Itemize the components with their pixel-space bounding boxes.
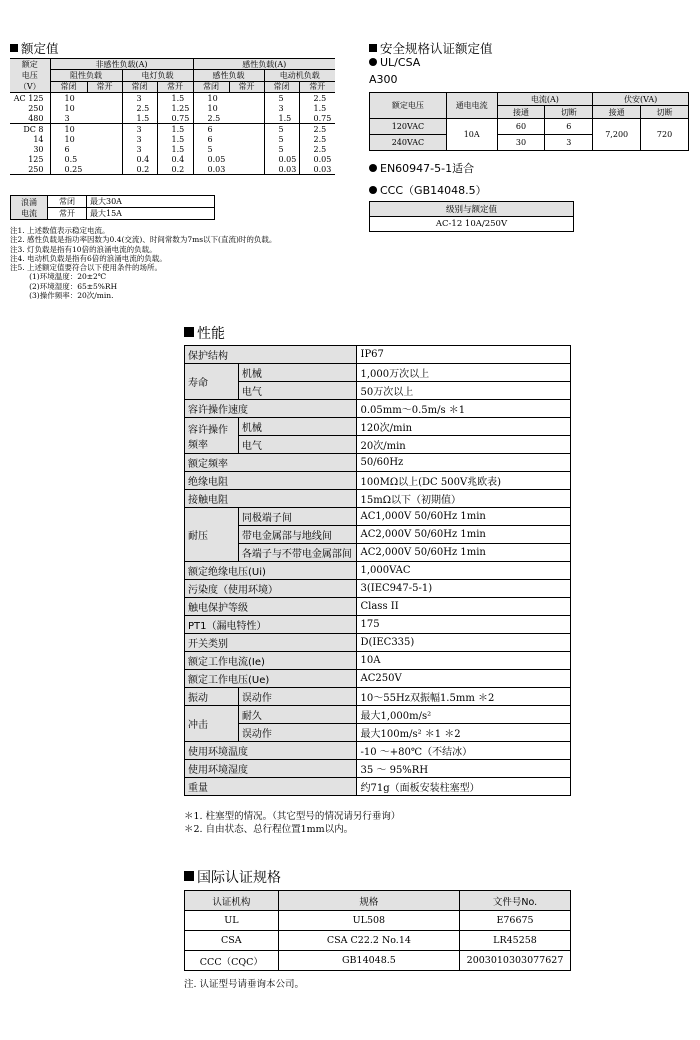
rating-value-cell: 0.05 (299, 154, 335, 164)
rating-value-cell: 10 (50, 134, 122, 144)
table-row (185, 670, 571, 688)
voltage-cell: DC 8 (23, 124, 44, 134)
table-row (185, 508, 571, 526)
voltage-cell: AC 125 (13, 93, 44, 103)
inrush-value: 最大15A (87, 208, 215, 220)
cert-file-cell: 2003010303077627 (460, 951, 571, 971)
inrush-type: 常闭 (48, 196, 87, 208)
note-line: ＊1. 柱塞型的情况。（其它型号的情况请另行垂询） (184, 811, 401, 822)
rating-value-cell: 1.5 (264, 113, 299, 124)
table-row (185, 706, 571, 724)
table-row (10, 103, 335, 113)
ccc-value: AC-12 10A/250V (370, 217, 574, 232)
inrush-value: 最大30A (87, 196, 215, 208)
rating-value-cell: 2.5 (299, 124, 335, 135)
performance-value: 3(IEC947-5-1) (356, 580, 571, 598)
performance-value: 最大1,000m/s² (356, 706, 571, 724)
rating-value-cell: 0.25 (50, 164, 122, 175)
performance-value: Class II (356, 598, 571, 616)
table-row (185, 724, 571, 742)
performance-value: 175 (356, 616, 571, 634)
ccc-heading: CCC（GB14048.5） (369, 182, 487, 198)
rating-value-cell: 2.5 (299, 134, 335, 144)
performance-label: 使用环境湿度 (185, 760, 357, 778)
rating-value-cell: 3 (50, 113, 122, 124)
performance-label: 保护结构 (185, 346, 357, 364)
table-row (10, 113, 335, 124)
circle-bullet-icon (369, 186, 377, 194)
performance-value: 最大100m/s² ＊1 ＊2 (356, 724, 571, 742)
resistive-header: 阻性负载 (50, 70, 122, 81)
performance-value: -10 ～+80℃（不结冰） (356, 742, 571, 760)
table-row (10, 164, 335, 175)
performance-label: 绝缘电阻 (185, 472, 357, 490)
performance-sublabel: 同极端子间 (238, 508, 356, 526)
rating-value-cell: 0.05 (193, 154, 264, 164)
cert-header-body: 认证机构 (185, 891, 279, 911)
table-row (185, 526, 571, 544)
ul-csa-heading: UL/CSA (369, 56, 420, 69)
rating-value-cell: 5 (264, 134, 299, 144)
rating-value-cell: 3 (122, 144, 157, 154)
no-header: 常开 (229, 81, 264, 92)
note-line: 注5. 上述额定值要符合以下使用条件的场所。 (10, 263, 163, 273)
continuous-current-header: 通电电流 (446, 93, 497, 119)
rating-value-cell: 10 (50, 93, 122, 104)
performance-label: 冲击 (185, 706, 239, 742)
square-bullet-icon (369, 44, 377, 52)
performance-value: AC2,000V 50/60Hz 1min (356, 526, 571, 544)
table-row (185, 346, 571, 364)
safety-table (369, 92, 689, 151)
performance-value: D(IEC335) (356, 634, 571, 652)
table-row (185, 742, 571, 760)
rating-value-cell: 1.5 (122, 113, 157, 124)
rating-value-cell: 2.5 (193, 113, 264, 124)
voltage-cell: 125 (28, 154, 44, 164)
table-row (10, 124, 335, 135)
performance-label: 振动 (185, 688, 239, 706)
nc-header: 常闭 (122, 81, 157, 92)
rating-value-cell: 1.5 (157, 134, 193, 144)
performance-sublabel: 电气 (238, 382, 356, 400)
voltage-cell: 480 (28, 113, 44, 123)
performance-label: 寿命 (185, 364, 239, 400)
rating-value-cell: 1.5 (157, 124, 193, 135)
performance-label: 重量 (185, 778, 357, 796)
table-row (185, 472, 571, 490)
rating-value-cell: 10 (193, 93, 264, 104)
note-line: 注3. 灯负载是指有10倍的浪涌电流的负载。 (10, 244, 157, 254)
current-header: 电流(A) (497, 93, 593, 106)
rating-value-cell: 3 (122, 134, 157, 144)
table-row (185, 911, 571, 931)
table-row (185, 652, 571, 670)
circle-bullet-icon (369, 58, 377, 66)
nc-header: 常闭 (50, 81, 87, 92)
cert-standard-cell: UL508 (278, 911, 459, 931)
current-make-cell: 60 (497, 119, 545, 135)
va-make-cell: 7,200 (593, 119, 641, 151)
voltage-cell: 120VAC (370, 119, 447, 135)
rating-value-cell: 3 (122, 93, 157, 104)
performance-label: 耐压 (185, 508, 239, 562)
performance-label: 额定工作电压(Ue) (185, 670, 357, 688)
performance-sublabel: 耐久 (238, 706, 356, 724)
safety-section-title: 安全规格认证额定值 (369, 39, 493, 57)
performance-sublabel: 机械 (238, 418, 356, 436)
rating-value-cell: 6 (50, 144, 122, 154)
rating-value-cell: 0.4 (157, 154, 193, 164)
performance-sublabel: 误动作 (238, 688, 356, 706)
rating-value-cell: 1.5 (299, 103, 335, 113)
current-make-cell: 30 (497, 135, 545, 151)
rating-value-cell: 0.03 (193, 164, 264, 175)
performance-value: 20次/min (356, 436, 571, 454)
cert-file-cell: LR45258 (460, 931, 571, 951)
table-row (185, 562, 571, 580)
performance-value: 120次/min (356, 418, 571, 436)
current-break-cell: 3 (545, 135, 593, 151)
lamp-header: 电灯负载 (122, 70, 193, 81)
inductive-header: 感性负载(A) (193, 59, 335, 70)
performance-value: 1,000VAC (356, 562, 571, 580)
performance-label: 额定绝缘电压(Ui) (185, 562, 357, 580)
performance-label: PT1（漏电特性） (185, 616, 357, 634)
table-row (185, 418, 571, 436)
voltage-cell: 250 (28, 103, 44, 113)
rating-value-cell: 2.5 (122, 103, 157, 113)
cert-body-cell: CCC（CQC） (185, 951, 279, 971)
rating-value-cell: 6 (193, 134, 264, 144)
performance-value: 15mΩ以下（初期值） (356, 490, 571, 508)
performance-value: 约71g（面板安装柱塞型） (356, 778, 571, 796)
nc-header: 常闭 (193, 81, 229, 92)
motor-header: 电动机负载 (264, 70, 335, 81)
rating-value-cell: 0.05 (264, 154, 299, 164)
performance-label: 容许操作频率 (185, 418, 239, 454)
rating-value-cell: 0.2 (157, 164, 193, 175)
table-row (185, 490, 571, 508)
voltage-cell: 250 (28, 164, 44, 174)
performance-label: 污染度（使用环境） (185, 580, 357, 598)
rating-value-cell: 0.75 (157, 113, 193, 124)
cert-file-cell: E76675 (460, 911, 571, 931)
cert-body-cell: UL (185, 911, 279, 931)
table-row (185, 778, 571, 796)
performance-value: IP67 (356, 346, 571, 364)
a300-label: A300 (369, 73, 398, 86)
performance-section-title: 性能 (184, 323, 225, 343)
circle-bullet-icon (369, 164, 377, 172)
table-row (185, 616, 571, 634)
note-line: (2)环境湿度：65±5%RH (10, 281, 118, 291)
note-line: (1)环境温度：20±2℃ (10, 272, 107, 282)
square-bullet-icon (10, 44, 18, 52)
break-header: 切断 (545, 106, 593, 119)
performance-table (184, 345, 571, 796)
performance-value: 10～55Hz双振幅1.5mm ＊2 (356, 688, 571, 706)
rating-value-cell: 2.5 (299, 144, 335, 154)
performance-value: 35 ～ 95%RH (356, 760, 571, 778)
performance-sublabel: 带电金属部与地线间 (238, 526, 356, 544)
inductive-load-header: 感性负载 (193, 70, 264, 81)
note-line: 注2. 感性负载是指功率因数为0.4(交流)、时间常数为7ms以下(直流)时的负载。 (10, 235, 277, 245)
performance-label: 额定工作电流(Ie) (185, 652, 357, 670)
rating-value-cell: 0.03 (299, 164, 335, 175)
inrush-label: 浪涌 电流 (11, 196, 48, 220)
table-row (185, 544, 571, 562)
ccc-table (369, 201, 574, 232)
cert-header-file: 文件号No. (460, 891, 571, 911)
rating-value-cell: 5 (264, 144, 299, 154)
table-row (185, 760, 571, 778)
cert-body-cell: CSA (185, 931, 279, 951)
performance-label: 容许操作速度 (185, 400, 357, 418)
make-header: 接通 (593, 106, 641, 119)
table-row (185, 454, 571, 472)
performance-value: 50/60Hz (356, 454, 571, 472)
rating-value-cell: 3 (264, 103, 299, 113)
performance-label: 使用环境温度 (185, 742, 357, 760)
rating-value-cell: 1.25 (157, 103, 193, 113)
cert-note: 注. 认证型号请垂询本公司。 (184, 979, 305, 990)
break-header: 切断 (641, 106, 689, 119)
rating-value-cell: 1.5 (157, 93, 193, 104)
cert-section-title: 国际认证规格 (184, 867, 281, 887)
table-row (185, 580, 571, 598)
rating-value-cell: 10 (193, 103, 264, 113)
rating-value-cell: 6 (193, 124, 264, 135)
table-row (185, 400, 571, 418)
voltage-cell: 240VAC (370, 135, 447, 151)
rating-value-cell: 10 (50, 103, 122, 113)
table-row (185, 634, 571, 652)
performance-notes (184, 810, 400, 836)
rating-value-cell: 0.75 (299, 113, 335, 124)
inrush-type: 常开 (48, 208, 87, 220)
rating-value-cell: 0.5 (50, 154, 122, 164)
note-line: 注4. 电动机负载是指有6倍的浪涌电流的负载。 (10, 253, 167, 263)
nc-header: 常闭 (264, 81, 299, 92)
make-header: 接通 (497, 106, 545, 119)
ccc-header: 级别与额定值 (370, 202, 574, 217)
en-heading: EN60947-5-1适合 (369, 160, 474, 176)
cert-header-standard: 规格 (278, 891, 459, 911)
rating-notes (10, 226, 276, 300)
square-bullet-icon (184, 327, 194, 337)
rating-value-cell: 1.5 (157, 144, 193, 154)
rating-value-cell: 0.2 (122, 164, 157, 175)
current-break-cell: 6 (545, 119, 593, 135)
note-line: (3)操作频率：20次/min. (10, 291, 114, 301)
performance-value: AC2,000V 50/60Hz 1min (356, 544, 571, 562)
table-row (10, 93, 335, 104)
cert-standard-cell: CSA C22.2 No.14 (278, 931, 459, 951)
performance-value: 0.05mm～0.5m/s ＊1 (356, 400, 571, 418)
table-row (185, 951, 571, 971)
table-row (10, 154, 335, 164)
square-bullet-icon (184, 871, 194, 881)
va-header: 伏安(VA) (593, 93, 689, 106)
performance-label: 开关类别 (185, 634, 357, 652)
rating-value-cell: 0.4 (122, 154, 157, 164)
note-line: 注1. 上述数值表示稳定电流。 (10, 226, 110, 235)
table-row (185, 436, 571, 454)
table-row (185, 931, 571, 951)
table-row (10, 144, 335, 154)
cert-standard-cell: GB14048.5 (278, 951, 459, 971)
note-line: ＊2. 自由状态、总行程位置1mm以内。 (184, 824, 354, 835)
performance-sublabel: 机械 (238, 364, 356, 382)
performance-value: 1,000万次以上 (356, 364, 571, 382)
performance-value: 100MΩ以上(DC 500V兆欧表) (356, 472, 571, 490)
inrush-table (10, 195, 215, 220)
va-break-cell: 720 (641, 119, 689, 151)
table-row (185, 598, 571, 616)
rating-value-cell: 2.5 (299, 93, 335, 104)
continuous-current-cell: 10A (446, 119, 497, 151)
performance-value: 10A (356, 652, 571, 670)
performance-label: 额定频率 (185, 454, 357, 472)
voltage-cell: 30 (33, 144, 44, 154)
voltage-cell: 14 (33, 134, 44, 144)
no-header: 常开 (87, 81, 122, 92)
rating-value-cell: 5 (264, 93, 299, 104)
rating-table (10, 58, 335, 175)
table-row (185, 364, 571, 382)
rating-section-title: 额定值 (10, 39, 59, 57)
performance-value: AC250V (356, 670, 571, 688)
rating-value-cell: 10 (50, 124, 122, 135)
performance-label: 触电保护等级 (185, 598, 357, 616)
performance-sublabel: 误动作 (238, 724, 356, 742)
rated-voltage-header: 额定电压 (370, 93, 447, 119)
performance-label: 接触电阻 (185, 490, 357, 508)
performance-sublabel: 电气 (238, 436, 356, 454)
rating-value-cell: 5 (193, 144, 264, 154)
rating-value-cell: 5 (264, 124, 299, 135)
rating-value-cell: 0.03 (264, 164, 299, 175)
no-header: 常开 (157, 81, 193, 92)
performance-sublabel: 各端子与不带电金属部间 (238, 544, 356, 562)
no-header: 常开 (299, 81, 335, 92)
voltage-header: 额定 电压 （V） (10, 59, 50, 93)
table-row (185, 688, 571, 706)
rating-value-cell: 3 (122, 124, 157, 135)
table-row (185, 382, 571, 400)
performance-value: AC1,000V 50/60Hz 1min (356, 508, 571, 526)
table-row (10, 134, 335, 144)
cert-table (184, 890, 571, 971)
non-inductive-header: 非感性负载(A) (50, 59, 193, 70)
performance-value: 50万次以上 (356, 382, 571, 400)
